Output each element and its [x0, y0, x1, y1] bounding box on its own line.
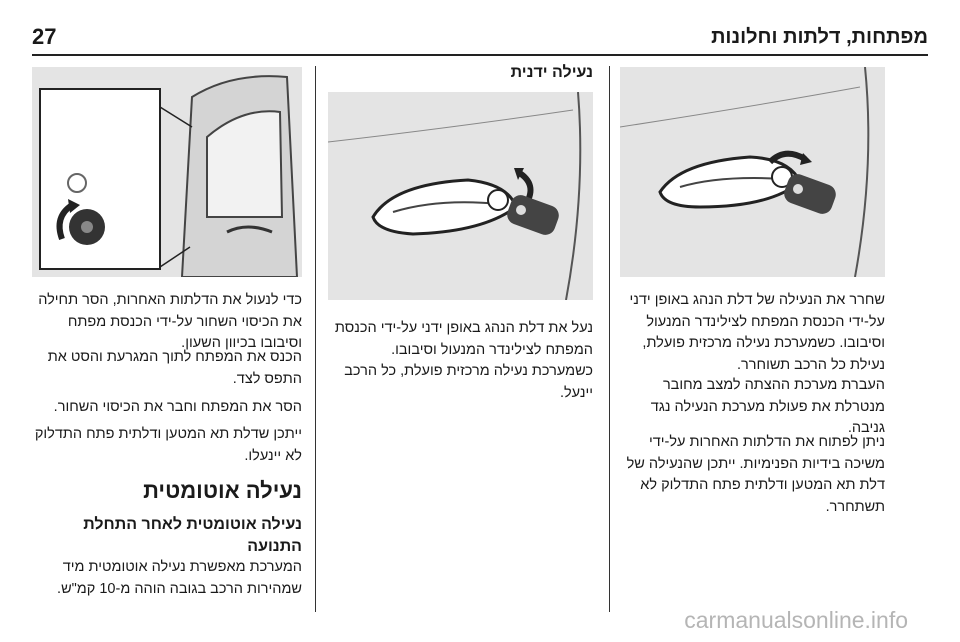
figure-door-lock-cover: [32, 67, 302, 277]
section-title-manual-lock: נעילה ידנית: [510, 64, 593, 81]
paragraph: שחרר את הנעילה של דלת הנהג באופן ידני על-ידי הכנסת המפתח לצילינדר המנעול וסיבובו. כשמערכת נעילה מרכזית פועלת, נעילת כל הרכב תשוחרר.: [629, 292, 885, 373]
page-number: 27: [32, 24, 57, 49]
paragraph: הסר את המפתח וחבר את הכיסוי השחור.: [53, 399, 302, 415]
figure-lock-door: [328, 92, 593, 300]
paragraph: ניתן לפתוח את הדלתות האחרות על-ידי משיכה בידיות הפנימיות. ייתכן שהנעילה של דלת תא המטען ודלתית פתח התדלוק לא תשתחרר.: [626, 434, 885, 515]
paragraph: הכנס את המפתח לתוך המגרעת והסט את התפס לצד.: [47, 349, 302, 387]
heading-automatic-locking: נעילה אוטומטית: [143, 478, 302, 503]
door-handle-unlock-illustration: [620, 67, 885, 277]
paragraph: המערכת מאפשרת נעילה אוטומטית מיד שמהירות הרכב בגובה הוהה מ-10 קמ"ש.: [57, 559, 302, 597]
column-divider-right: [609, 66, 610, 612]
paragraph: ייתכן שדלת תא המטען ודלתית פתח התדלוק לא יינעלו.: [34, 426, 302, 464]
subheading-lock-after-drive: נעילה אוטומטית לאחר התחלת התנועה: [83, 516, 302, 555]
watermark: carmanualsonline.info: [684, 607, 908, 633]
page-header: [32, 24, 928, 56]
paragraph: כדי לנעול את הדלתות האחרות, הסר תחילה את הכיסוי השחור על-ידי הכנסת מפתח וסיבובו בכיוון השעון.: [38, 292, 302, 351]
column-divider-left: [315, 66, 316, 612]
paragraph: נעל את דלת הנהג באופן ידני על-ידי הכנסת המפתח לצילינדר המנעול וסיבובו. כשמערכת נעילה מרכזית פועלת, כל הרכב יינעל.: [334, 320, 593, 401]
door-lock-cover-illustration: [32, 67, 302, 277]
paragraph: העברת מערכת ההצתה למצב מחובר מנטרלת את פעולת מערכת הנעילה נגד גניבה.: [650, 377, 885, 436]
figure-unlock-door: [620, 67, 885, 277]
door-handle-lock-illustration: [328, 92, 593, 300]
chapter-title: מפתחות, דלתות וחלונות: [711, 26, 928, 48]
